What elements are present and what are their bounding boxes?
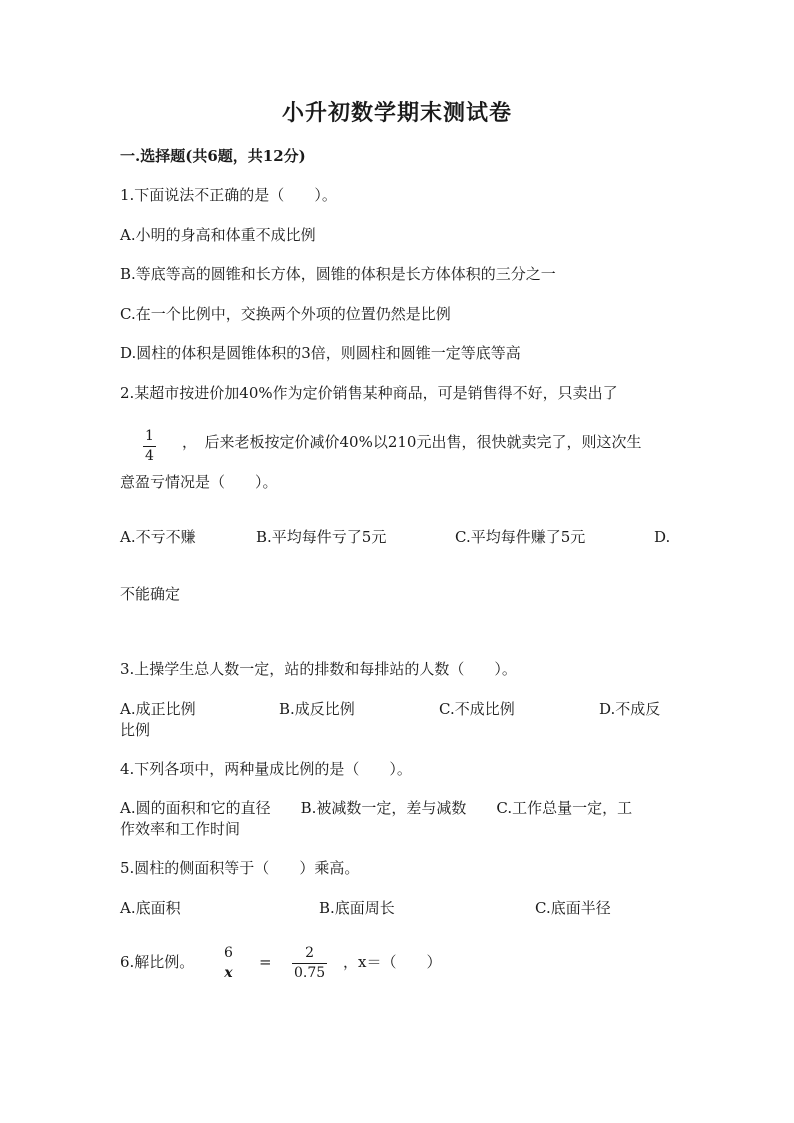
question-5-option-c: C.底面半径 bbox=[535, 899, 611, 917]
question-5-option-b: B.底面周长 bbox=[319, 899, 395, 917]
question-1-option-b: B.等底等高的圆锥和长方体，圆锥的体积是长方体体积的三分之一 bbox=[120, 265, 556, 283]
section-heading: 一.选择题(共6题，共12分) bbox=[120, 147, 306, 165]
question-2-option-d-text: 不能确定 bbox=[120, 585, 181, 603]
question-2-stem-line2: ， 后来老板按定价减价40%以210元出售，很快就卖完了，则这次生 bbox=[182, 433, 642, 451]
fraction-numerator: 1 bbox=[145, 428, 154, 444]
fraction-denominator: 4 bbox=[145, 448, 154, 464]
question-2-fraction bbox=[143, 428, 156, 465]
fraction-bar bbox=[292, 963, 327, 964]
question-1-stem: 1.下面说法不正确的是（ ）。 bbox=[120, 186, 337, 204]
fraction-numerator: 2 bbox=[305, 945, 315, 961]
question-3-option-a: A.成正比例 bbox=[120, 700, 196, 718]
question-3-option-d-continued: 比例 bbox=[120, 721, 151, 739]
question-5-option-a: A.底面积 bbox=[120, 899, 181, 917]
question-3-stem: 3.上操学生总人数一定，站的排数和每排站的人数（ ）。 bbox=[120, 660, 517, 678]
question-1-option-a: A.小明的身高和体重不成比例 bbox=[120, 226, 316, 244]
question-6-stem: 6.解比例。 bbox=[120, 953, 195, 971]
equals-sign: = bbox=[259, 953, 272, 971]
fraction-numerator: 6 bbox=[224, 945, 233, 961]
question-1-option-d: D.圆柱的体积是圆锥体积的3倍，则圆柱和圆锥一定等底等高 bbox=[120, 344, 521, 362]
question-4-stem: 4.下列各项中，两种量成比例的是（ ）。 bbox=[120, 760, 412, 778]
page-title: 小升初数学期末测试卷 bbox=[281, 100, 512, 126]
question-5-stem: 5.圆柱的侧面积等于（ ）乘高。 bbox=[120, 859, 360, 877]
question-6-fraction-right bbox=[292, 945, 327, 982]
question-2-stem-line1: 2.某超市按进价加40%作为定价销售某种商品，可是销售得不好，只卖出了 bbox=[120, 384, 618, 402]
question-3-option-b: B.成反比例 bbox=[279, 700, 355, 718]
question-1-option-c: C.在一个比例中，交换两个外项的位置仍然是比例 bbox=[120, 305, 451, 323]
question-6-fraction-left bbox=[222, 945, 235, 982]
question-2-option-a: A.不亏不赚 bbox=[120, 528, 196, 546]
question-2-option-c: C.平均每件赚了5元 bbox=[455, 528, 586, 546]
question-2-stem-line3: 意盈亏情况是（ ）。 bbox=[120, 473, 278, 491]
fraction-bar bbox=[143, 446, 156, 447]
fraction-denominator: x bbox=[224, 965, 233, 981]
question-6-answer-blank: ，x＝（ ） bbox=[343, 953, 442, 971]
fraction-denominator: 0.75 bbox=[294, 965, 326, 981]
question-4-options-line1: A.圆的面积和它的直径 B.被减数一定，差与减数 C.工作总量一定，工 bbox=[120, 799, 633, 817]
question-3-option-d: D.不成反 bbox=[599, 700, 661, 718]
question-3-option-c: C.不成比例 bbox=[439, 700, 515, 718]
question-2-option-b: B.平均每件亏了5元 bbox=[256, 528, 387, 546]
fraction-bar bbox=[222, 963, 235, 964]
question-2-option-d-label: D. bbox=[654, 528, 671, 546]
question-4-options-line2: 作效率和工作时间 bbox=[120, 820, 241, 838]
